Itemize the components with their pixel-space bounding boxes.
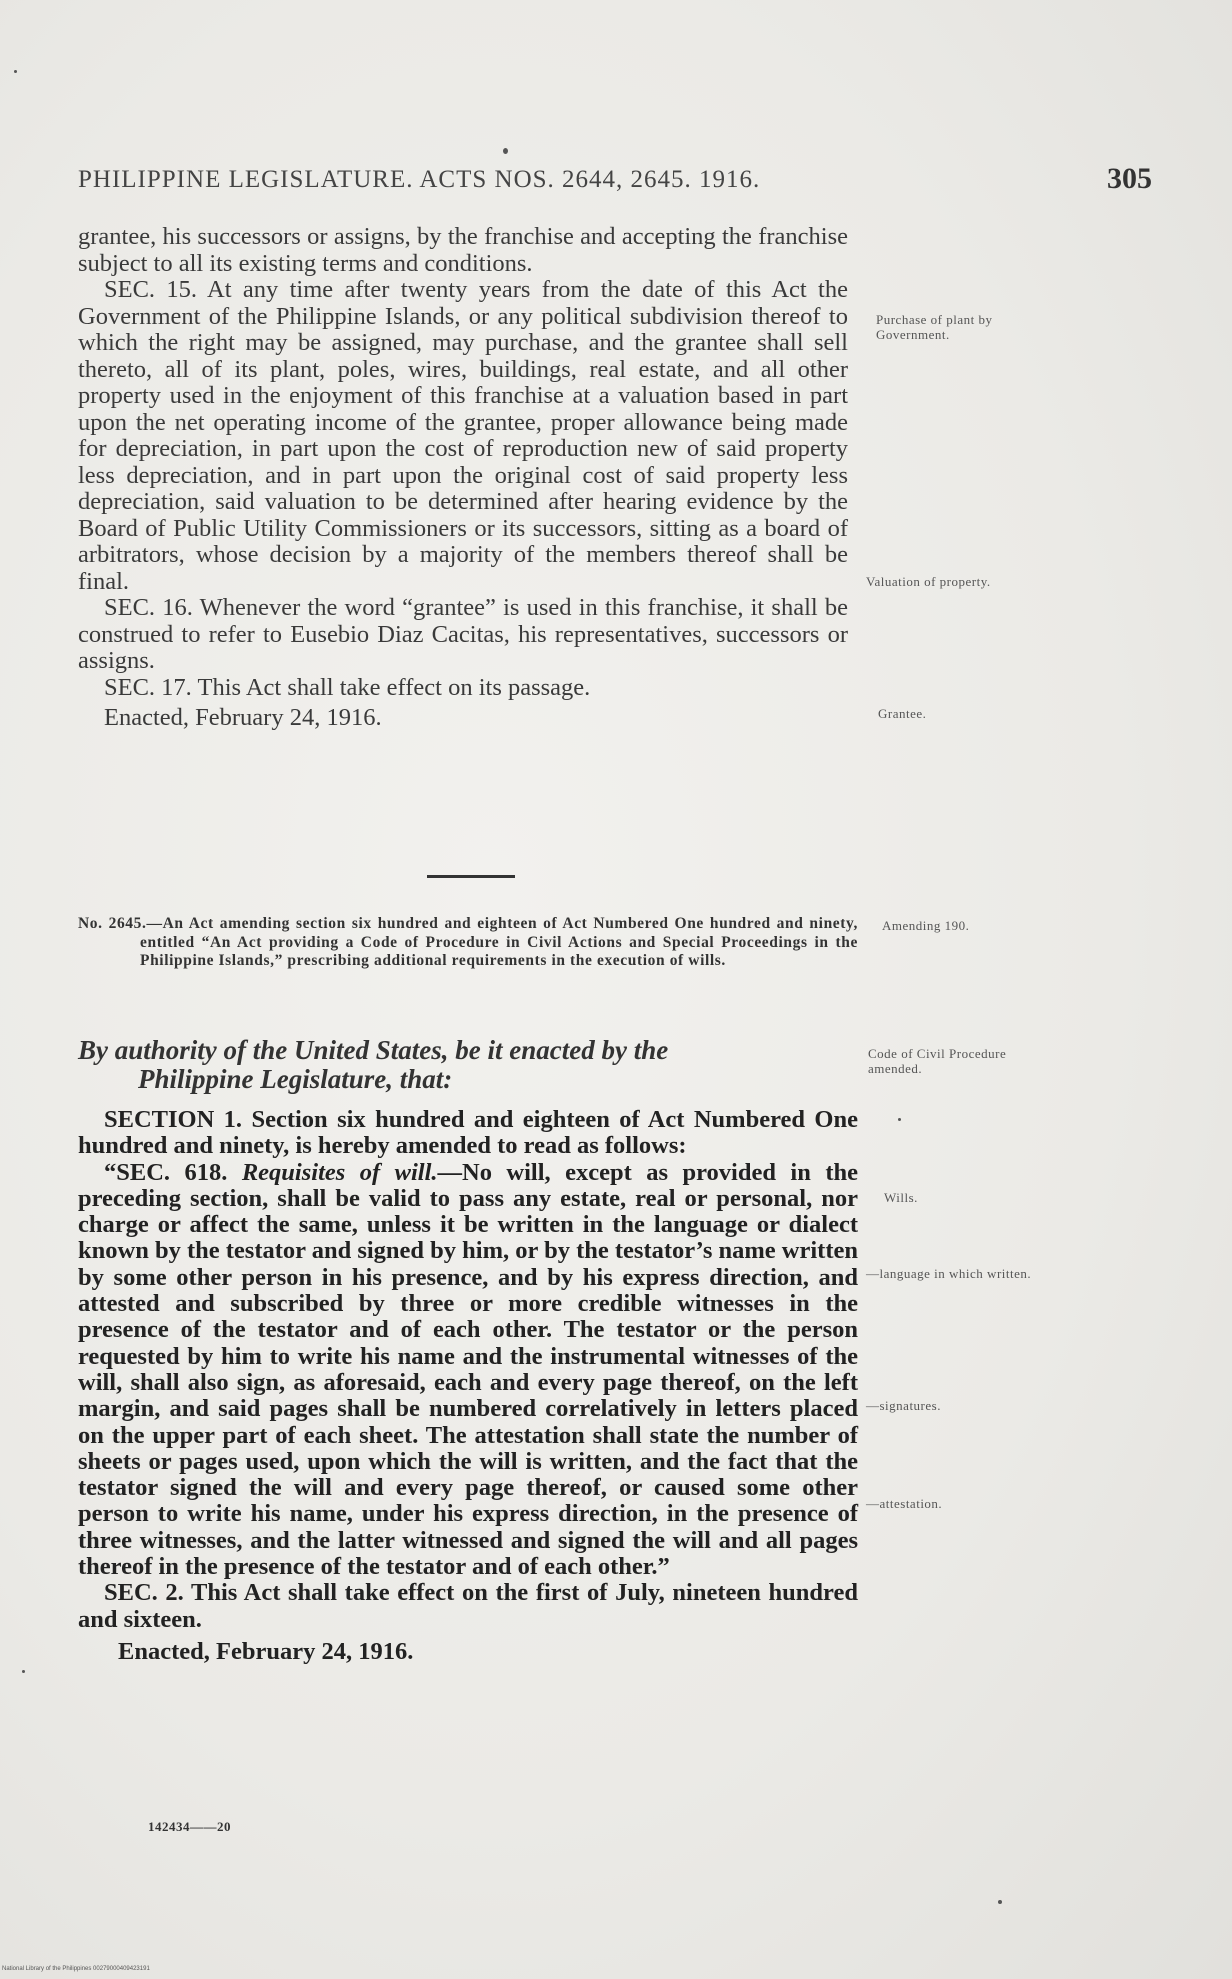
section-16-text: Whenever the word “grantee” is used in this franchise, it shall be construed to refer to Eusebio Diaz Cacitas, his representatives, successors or assigns. [78,594,848,674]
section-618-title: Requisites of will. [241,1158,438,1186]
header-title: PHILIPPINE LEGISLATURE. ACTS NOS. 2644, 2645. 1916. [78,166,761,193]
section-15 [78,277,848,595]
margin-note-wills: Wills. [884,1190,918,1205]
scan-stamp: National Library of the Philippines 00279000409423191 [2,1966,150,1972]
section-618 [78,1160,858,1581]
scan-speck [14,70,17,73]
enacting-clause-line-1: By authority of the United States, be it enacted by the [78,1035,669,1065]
printer-code: 142434——20 [148,1819,231,1834]
scan-speck [898,1118,901,1121]
running-header [78,162,1158,206]
section-16-label: SEC. 16. [104,594,193,621]
page-number: 305 [1107,162,1152,195]
section-618-text: —No will, except as provided in the preceding section, shall be valid to pass any estate, real or personal, nor charge or affect the same, unless it be written in the language or dialect known by the testator and signed by him, or by the testator’s name written by some other person in his presence, and by his express direction, and attested and subscribed by three or more credible witnesses in the presence of the testator and of each other. The testator or the person requested by him to write his name and the instrumental witnesses of the will, shall also sign, as aforesaid, each and every page thereof, on the left margin, and said pages shall be numbered correlatively in letters placed on the upper part of each sheet. The attestation shall state the number of sheets or pages used, upon which the will is written, and the fact that the testator signed the will and every page thereof, or caused some other person to write his name, under his express direction, in the presence of three witnesses, and the latter witnessed and signed the will and all pages thereof in the presence of the testator and of each other.” [78,1158,858,1581]
section-15-text: At any time after twenty years from the date of this Act the Government of the Philippine Islands, or any political subdivision thereof to which the right may be assigned, may purchase, and the grantee shall sell thereto, all of its plant, poles, wires, buildings, real estate, and all other property used in the enjoyment of this franchise at a valuation based in part upon the net operating income of the grantee, proper allowance being made for depreciation, in part upon the cost of reproduction new of said property less depreciation, and in part upon the original cost of said property less depreciation, said valuation to be determined after hearing evidence by the Board of Public Utility Commissioners or its successors, sitting as a board of arbitrators, whose decision by a majority of the members thereof shall be final. [78,276,848,595]
act-2645-section-2-label: SEC. 2. [104,1579,184,1607]
act-2645-heading [78,915,858,971]
enacting-clause [78,1036,858,1094]
enacted-date-2645: Enacted, February 24, 1916. [118,1637,414,1665]
section-divider [427,875,515,878]
act-2644-tail [78,224,848,732]
margin-note-attestation: —attestation. [866,1496,943,1511]
margin-note-grantee: Grantee. [878,706,927,721]
section-618-label: “SEC. 618. [104,1158,242,1186]
act-2645-heading-text: No. 2645.—An Act amending section six hundred and eighteen of Act Numbered One hundred and ninety, entitled “An Act providing a Code of Procedure in Civil Actions and Special Proceedings in the Philippine Islands,” prescribing additional requirements in the execution of wills. [78,915,858,969]
scan-speck [22,1670,25,1673]
scan-speck [503,148,508,154]
section-17-text: This Act shall take effect on its passage. [191,673,591,701]
act-2645-section-2-text: This Act shall take effect on the first of July, nineteen hundred and sixteen. [78,1579,858,1633]
section-17 [78,675,848,702]
act-2645-section-1-label: SECTION 1. [104,1106,243,1133]
margin-note-signatures: —signatures. [866,1398,941,1413]
margin-note-amending: Amending 190. [882,918,970,933]
margin-note-purchase: Purchase of plant by Government. [876,312,993,342]
enacted-date-2644: Enacted, February 24, 1916. [104,704,382,731]
act-2645-section-1 [78,1107,858,1160]
margin-note-language: —language in which written. [866,1266,1032,1281]
margin-note-valuation: Valuation of property. [866,574,991,589]
act-2645-body [78,1107,858,1665]
continuation-paragraph: grantee, his successors or assigns, by the franchise and accepting the franchise subject to all its existing terms and conditions. [78,223,848,277]
section-17-label: SEC. 17. [104,673,192,701]
section-16 [78,595,848,675]
scan-speck [998,1900,1002,1904]
section-15-label: SEC. 15. [104,276,198,303]
act-2645-section-1-text: Section six hundred and eighteen of Act Numbered One hundred and ninety, is hereby amended to read as follows: [78,1106,858,1160]
enacting-clause-line-2: Philippine Legislature, that: [138,1064,453,1094]
margin-note-code: Code of Civil Procedure amended. [868,1046,1007,1076]
act-2645-section-2 [78,1580,858,1633]
